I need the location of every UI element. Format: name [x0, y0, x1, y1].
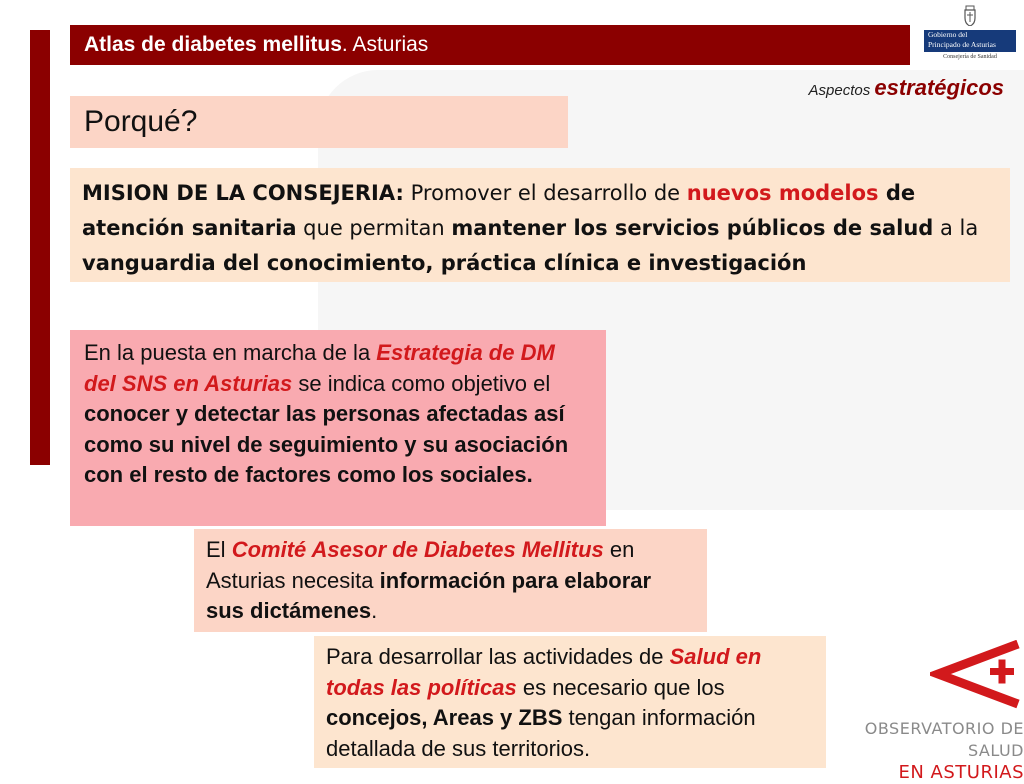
observatorio-line1: OBSERVATORIO DE SALUD [864, 719, 1024, 760]
box1-text-1: En la puesta en marcha de la [84, 340, 377, 365]
mision-label: MISION DE LA CONSEJERIA: [82, 181, 404, 205]
box3-text-5: tengan información detallada de sus territorios. [326, 705, 756, 761]
decorative-side-bar [30, 30, 50, 465]
government-line1: Gobierno del [928, 30, 968, 39]
box2-text-2: Comité Asesor de Diabetes Mellitus [231, 537, 604, 562]
box3-text-3: es necesario que los [516, 674, 725, 700]
slide-title-bar [70, 25, 910, 65]
politicas-box [314, 636, 826, 768]
government-plate [924, 30, 1016, 52]
mision-text-6: mantener los servicios públicos de salud [451, 216, 934, 240]
box3-text-2: Salud en todas las políticas [326, 644, 762, 700]
crest-icon [962, 4, 978, 26]
box2-text-1: El [206, 537, 232, 562]
mision-box [70, 168, 1010, 282]
box1-text-3: se indica como objetivo el [292, 370, 551, 396]
box2-text-3: en Asturias necesita [206, 537, 635, 593]
box1-text-4: conocer y detectar las personas afectadas así como su nivel de seguimiento y su asociación con el resto de factores como los sociales. [84, 401, 569, 487]
mision-text-1: Promover el desarrollo de [403, 181, 687, 205]
mision-text-2: nuevos modelos [686, 181, 879, 205]
mision-text-4: atención sanitaria [82, 216, 297, 240]
observatorio-logo-text [838, 718, 1024, 784]
mision-text-8: vanguardia del conocimiento, práctica clínica e investigación [82, 251, 807, 275]
subtitle-small: Aspectos [808, 82, 871, 99]
box3-text-4: concejos, Areas y ZBS [326, 705, 563, 730]
government-line3: Consejería de Sanidad [943, 54, 997, 60]
box2-text-5: . [371, 598, 378, 623]
estrategia-box [70, 330, 606, 526]
government-logo [924, 4, 1016, 64]
mision-text-3: de [878, 181, 916, 205]
box1-text-2: Estrategia de DM del SNS en Asturias [84, 340, 555, 396]
porque-heading: Porqué? [70, 96, 568, 148]
box2-text-4: información para elaborar sus dictámenes [206, 567, 652, 623]
comite-box [194, 529, 707, 632]
government-line2: Principado de Asturias [928, 40, 996, 49]
box3-text-1: Para desarrollar las actividades de [326, 644, 670, 669]
slide-title-bold: Atlas de diabetes mellitus [84, 33, 342, 56]
subtitle-big: estratégicos [874, 75, 1004, 100]
mision-text-5: que permitan [296, 216, 452, 240]
section-subtitle [809, 75, 1005, 101]
observatorio-line2: EN ASTURIAS [898, 762, 1024, 783]
observatorio-logo-icon [930, 640, 1022, 710]
mision-text-7: a la [933, 216, 979, 240]
slide-title-rest: . Asturias [341, 33, 429, 56]
